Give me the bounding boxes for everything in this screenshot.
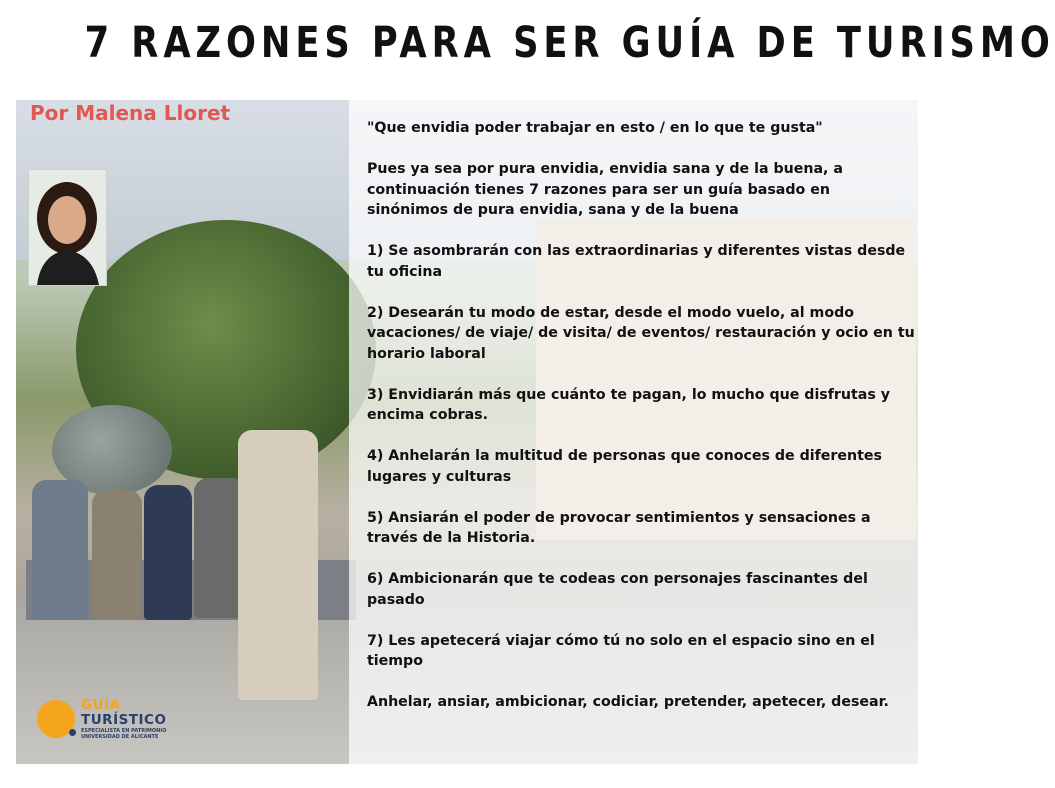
- photo-guide: [238, 430, 318, 700]
- logo-sub-1: ESPECIALISTA EN PATRIMONIO: [81, 728, 167, 734]
- article-text: [367, 118, 915, 733]
- logo-dot-icon: [69, 729, 76, 736]
- closing-text: Anhelar, ansiar, ambicionar, codiciar, pretender, apetecer, desear.: [367, 694, 889, 710]
- logo-subtitle: [81, 729, 166, 740]
- quote-text: "Que envidia poder trabajar en esto / en lo que te gusta": [367, 120, 823, 136]
- reason-4: 4) Anhelarán la multitud de personas que conoces de diferentes lugares y culturas: [367, 448, 882, 485]
- photo-person: [32, 480, 88, 620]
- guia-turistico-logo: [37, 698, 187, 744]
- reason-3: 3) Envidiarán más que cuánto te pagan, lo mucho que disfrutas y encima cobras.: [367, 386, 891, 423]
- reason-5: 5) Ansiarán el poder de provocar sentimientos y sensaciones a través de la Historia.: [367, 509, 871, 546]
- author-portrait-image: [29, 170, 106, 285]
- page-title: 7 RAZONES PARA SER GUÍA DE TURISMO: [84, 18, 1055, 68]
- author-name: Por Malena Lloret: [30, 101, 231, 125]
- reason-1: 1) Se asombrarán con las extraordinarias y diferentes vistas desde tu oficina: [367, 243, 906, 280]
- intro-text: Pues ya sea por pura envidia, envidia sana y de la buena, a continuación tienes 7 razones para ser un guía basado en sinónimos de pura envidia, sana y de la buena: [367, 161, 843, 218]
- logo-sub-2: UNIVERSIDAD DE ALICANTE: [81, 733, 159, 740]
- logo-line-1: GUÍA: [81, 697, 121, 713]
- reason-6: 6) Ambicionarán que te codeas con personajes fascinantes del pasado: [367, 571, 868, 608]
- photo-person: [144, 485, 192, 620]
- photo-person: [92, 490, 142, 620]
- reason-7: 7) Les apetecerá viajar cómo tú no solo en el espacio sino en el tiempo: [367, 632, 875, 669]
- logo-line-2: TURÍSTICO: [81, 712, 167, 728]
- author-portrait: [28, 169, 107, 286]
- reason-2: 2) Desearán tu modo de estar, desde el modo vuelo, al modo vacaciones/ de viaje/ de visita/ de eventos/ restauración y ocio en tu horario laboral: [367, 304, 915, 362]
